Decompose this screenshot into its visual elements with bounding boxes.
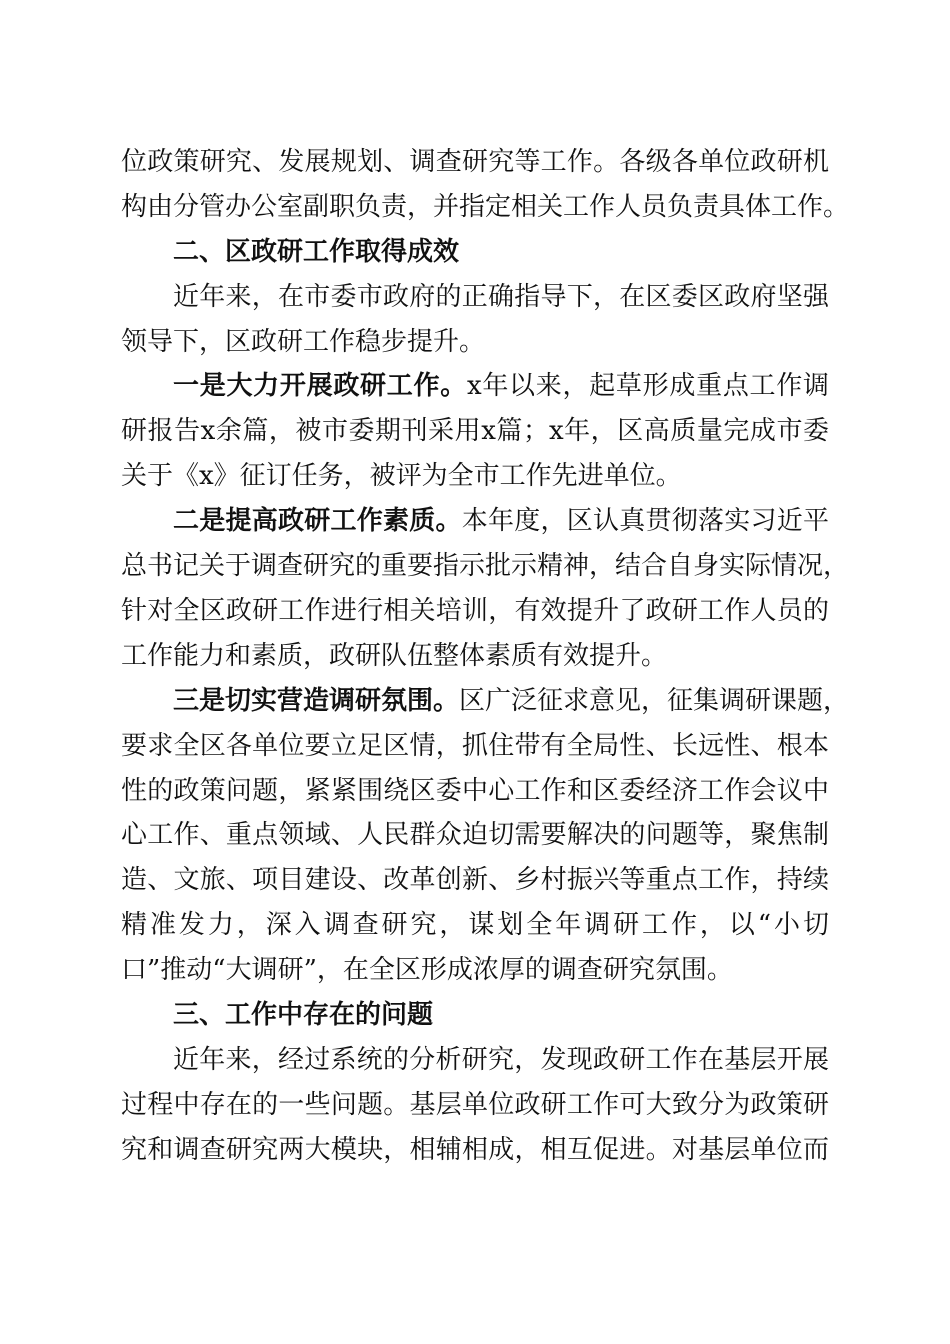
body-line-11: 针对全区政研工作进行相关培训，有效提升了政研工作人员的 — [121, 596, 829, 626]
body-line-21: 近年来，经过系统的分析研究，发现政研工作在基层开展 — [173, 1045, 829, 1075]
lead-phrase-3: 三是切实营造调研氛围。 — [173, 686, 460, 716]
body-line-22: 过程中存在的一些问题。基层单位政研工作可大致分为政策研 — [121, 1090, 829, 1120]
body-line-14: 要求全区各单位要立足区情，抓住带有全局性、长远性、根本 — [121, 731, 829, 761]
lead-rest-3: 区广泛征求意见，征集调研课题， — [459, 686, 850, 716]
section-heading-3: 三、工作中存在的问题 — [173, 1000, 434, 1030]
body-line-4: 近年来，在市委市政府的正确指导下，在区委区政府坚强 — [173, 282, 829, 312]
body-line-2: 构由分管办公室副职负责，并指定相关工作人员负责具体工作。 — [121, 192, 850, 222]
body-line-16: 心工作、重点领域、人民群众迫切需要解决的问题等，聚焦制 — [121, 820, 829, 850]
body-line-1: 位政策研究、发展规划、调查研究等工作。各级各单位政研机 — [121, 147, 829, 177]
body-line-15: 性的政策问题，紧紧围绕区委中心工作和区委经济工作会议中 — [121, 776, 829, 806]
lead-phrase-2: 二是提高政研工作素质。 — [173, 506, 462, 536]
body-line-18: 精准发力，深入调查研究，谋划全年调研工作，以“小切 — [121, 910, 829, 940]
body-line-23: 究和调查研究两大模块，相辅相成，相互促进。对基层单位而 — [121, 1135, 829, 1165]
body-line-19: 口”推动“大调研”，在全区形成浓厚的调查研究氛围。 — [121, 955, 733, 985]
paragraph-line-lead-2 — [173, 499, 829, 543]
lead-phrase-1: 一是大力开展政研工作。 — [173, 371, 467, 401]
lead-rest-1: x年以来，起草形成重点工作调 — [466, 371, 829, 401]
paragraph-line-lead-3 — [173, 679, 850, 723]
body-line-10: 总书记关于调查研究的重要指示批示精神，结合自身实际情况， — [121, 551, 850, 581]
lead-rest-2: 本年度，区认真贯彻落实习近平 — [461, 506, 829, 536]
section-heading-2: 二、区政研工作取得成效 — [173, 237, 460, 267]
body-line-7: 研报告x余篇，被市委期刊采用x篇；x年，区高质量完成市委 — [121, 416, 829, 446]
paragraph-line-lead-1 — [173, 364, 829, 408]
body-line-8: 关于《x》征订任务，被评为全市工作先进单位。 — [121, 461, 682, 491]
body-line-12: 工作能力和素质，政研队伍整体素质有效提升。 — [121, 641, 668, 671]
body-line-17: 造、文旅、项目建设、改革创新、乡村振兴等重点工作，持续 — [121, 865, 829, 895]
body-line-5: 领导下，区政研工作稳步提升。 — [121, 327, 486, 357]
